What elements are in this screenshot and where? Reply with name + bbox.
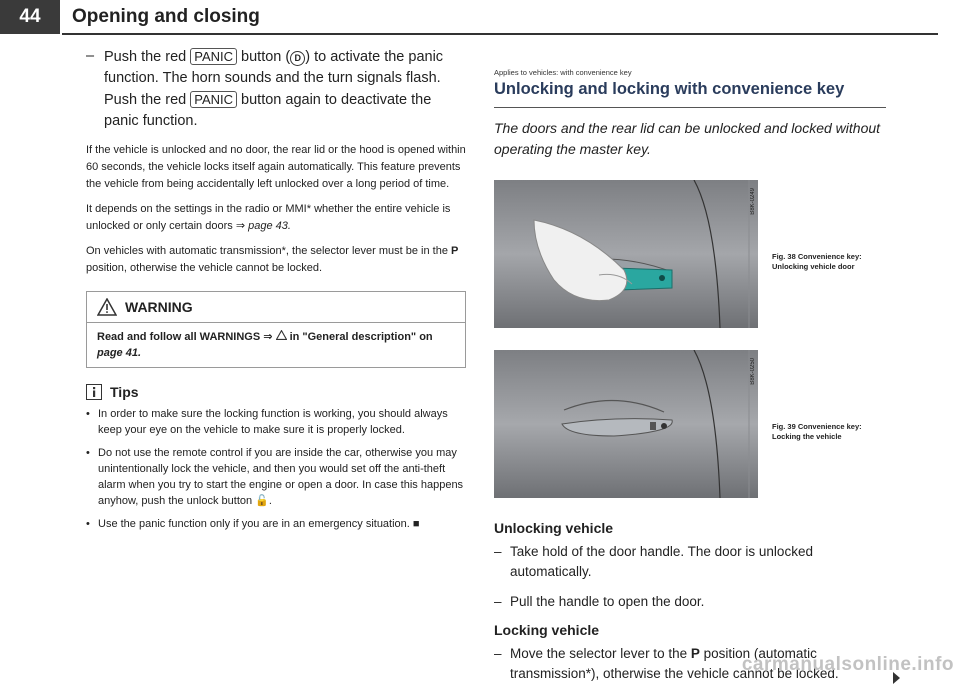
watermark: carmanualsonline.info (741, 654, 954, 675)
tip-item: • In order to make sure the locking function is working, you should always keep your eye on the vehicle to make sure it is properly locked. (86, 408, 448, 436)
warning-box: WARNING Read and follow all WARNINGS ⇒ in "General description" on page 41. (86, 291, 466, 368)
intro-text: The doors and the rear lid can be unlocked and locked without operating the master key. (494, 120, 881, 157)
locking-heading: Locking vehicle (494, 622, 600, 638)
unlock-step: – Pull the handle to open the door. (494, 594, 705, 609)
selector-lever-paragraph: On vehicles with automatic transmission*, the selector lever must be in the P position, otherwise the vehicle cannot be locked. (86, 245, 459, 274)
header-rule (62, 33, 938, 35)
convenience-key-title: Unlocking and locking with convenience key (494, 80, 845, 98)
figure-38-caption: Fig. 38 Convenience key: Unlocking vehicle door (772, 252, 862, 271)
figure-39-row (494, 350, 894, 498)
circle-d-marker: D (290, 51, 305, 66)
panic-key-label-2: PANIC (190, 91, 237, 108)
panic-step: – Push the red PANIC button ( D ) to activate the panic function. The horn sounds and the turn signals flash. Push the red PANIC button again to deactivate the panic function. (86, 48, 444, 129)
page-43-link[interactable]: ⇒ page 43. (235, 220, 291, 232)
tips-header (86, 384, 466, 400)
door-handle-unlock-illustration (494, 180, 758, 328)
auto-relock-paragraph: If the vehicle is unlocked and no door, the rear lid or the hood is opened within 60 seconds, the vehicle locks itself again automatically. This feature prevents the vehicle from being accidentally left unlocked over a long period of time. (86, 144, 466, 190)
panic-key-label: PANIC (190, 48, 237, 65)
door-handle-lock-illustration (494, 350, 758, 498)
figure-38 (494, 180, 758, 328)
unlock-step: – Take hold of the door handle. The door is unlocked automatically. (494, 544, 813, 579)
page-41-link[interactable]: page 41. (97, 347, 142, 359)
lock-step: – Move the selector lever to the P position (automatic transmission*), otherwise the vehicle cannot be locked. (494, 644, 894, 684)
figure-38-row (494, 180, 894, 328)
left-column (86, 46, 466, 539)
unlocking-heading: Unlocking vehicle (494, 520, 614, 536)
page-number: 44 (0, 0, 60, 34)
tips-title: Tips (110, 384, 139, 400)
figure-39 (494, 350, 758, 498)
warning-triangle-icon (97, 298, 117, 316)
applies-to-label: Applies to vehicles: with convenience key (494, 68, 632, 77)
figure-39-code: B8K-0250 (750, 358, 756, 385)
info-icon (86, 384, 102, 400)
figure-38-code: B8K-0249 (750, 188, 756, 215)
section-title: Opening and closing (72, 6, 260, 27)
figure-39-caption: Fig. 39 Convenience key: Locking the vehicle (772, 422, 862, 441)
tip-item: • Use the panic function only if you are in an emergency situation. ■ (86, 518, 420, 530)
right-column (494, 68, 894, 694)
title-rule (494, 107, 886, 108)
tip-item: • Do not use the remote control if you are inside the car, otherwise you may unintentionally lock the vehicle, and then you would set off the anti-theft alarm when you try to start the engine or open a door. In case this happens anyhow, push the unlock button 🔓. (86, 447, 464, 507)
warning-small-icon (276, 330, 287, 340)
mmi-settings-paragraph: It depends on the settings in the radio or MMI* whether the entire vehicle is unlocked or only certain doors ⇒ page 43. (86, 203, 451, 232)
warning-title: WARNING (125, 299, 193, 315)
